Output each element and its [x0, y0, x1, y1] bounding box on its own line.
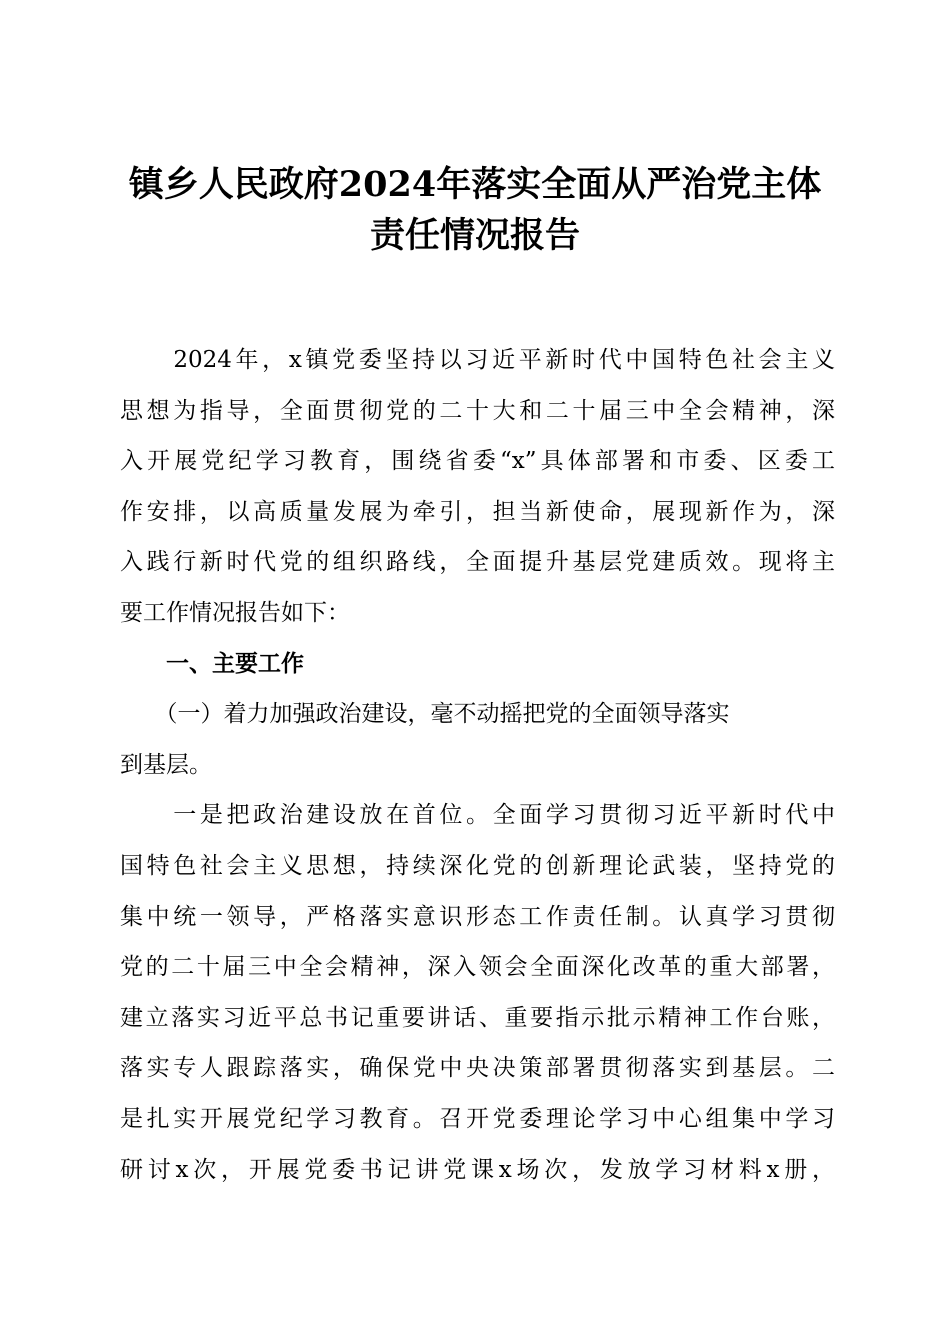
title-line-2: 责任情况报告: [369, 214, 580, 256]
intro-line: 入开展党纪学习教育，围绕省委“x”具体部署和市委、区委工: [120, 448, 835, 475]
body-line: 一是把政治建设放在首位。全面学习贯彻习近平新时代中: [120, 802, 835, 829]
subsection-heading-line: （一）着力加强政治建设，毫不动摇把党的全面领导落实: [120, 701, 730, 728]
body-paragraph-political-building: [120, 790, 835, 1195]
intro-line: 2024年，x镇党委坚持以习近平新时代中国特色社会主义: [120, 347, 835, 373]
subsection-heading-1: [120, 689, 835, 790]
document-body: [120, 335, 835, 1195]
subsection-heading-line: 到基层。: [120, 751, 212, 778]
intro-line: 入践行新时代党的组织路线，全面提升基层党建质效。现将主: [120, 549, 835, 576]
intro-line: 思想为指导，全面贯彻党的二十大和二十届三中全会精神，深: [120, 397, 835, 424]
body-line: 研讨x次，开展党委书记讲党课x场次，发放学习材料x册，: [120, 1156, 835, 1183]
intro-line: 要工作情况报告如下：: [120, 599, 350, 626]
body-line: 是扎实开展党纪学习教育。召开党委理论学习中心组集中学习: [120, 1105, 835, 1132]
section-heading-main-work: 一、主要工作: [120, 650, 304, 677]
title-line-1: 镇乡人民政府2024年落实全面从严治党主体: [128, 164, 822, 205]
document-title: [100, 160, 850, 261]
intro-line: 作安排，以高质量发展为牵引，担当新使命，展现新作为，深: [120, 498, 835, 525]
intro-paragraph: [120, 335, 835, 639]
body-line: 集中统一领导，严格落实意识形态工作责任制。认真学习贯彻: [120, 903, 835, 930]
body-line: 落实专人跟踪落实，确保党中央决策部署贯彻落实到基层。二: [120, 1055, 835, 1082]
body-line: 党的二十届三中全会精神，深入领会全面深化改革的重大部署，: [120, 954, 835, 981]
body-line: 建立落实习近平总书记重要讲话、重要指示批示精神工作台账，: [120, 1004, 835, 1031]
body-line: 国特色社会主义思想，持续深化党的创新理论武装，坚持党的: [120, 852, 835, 879]
